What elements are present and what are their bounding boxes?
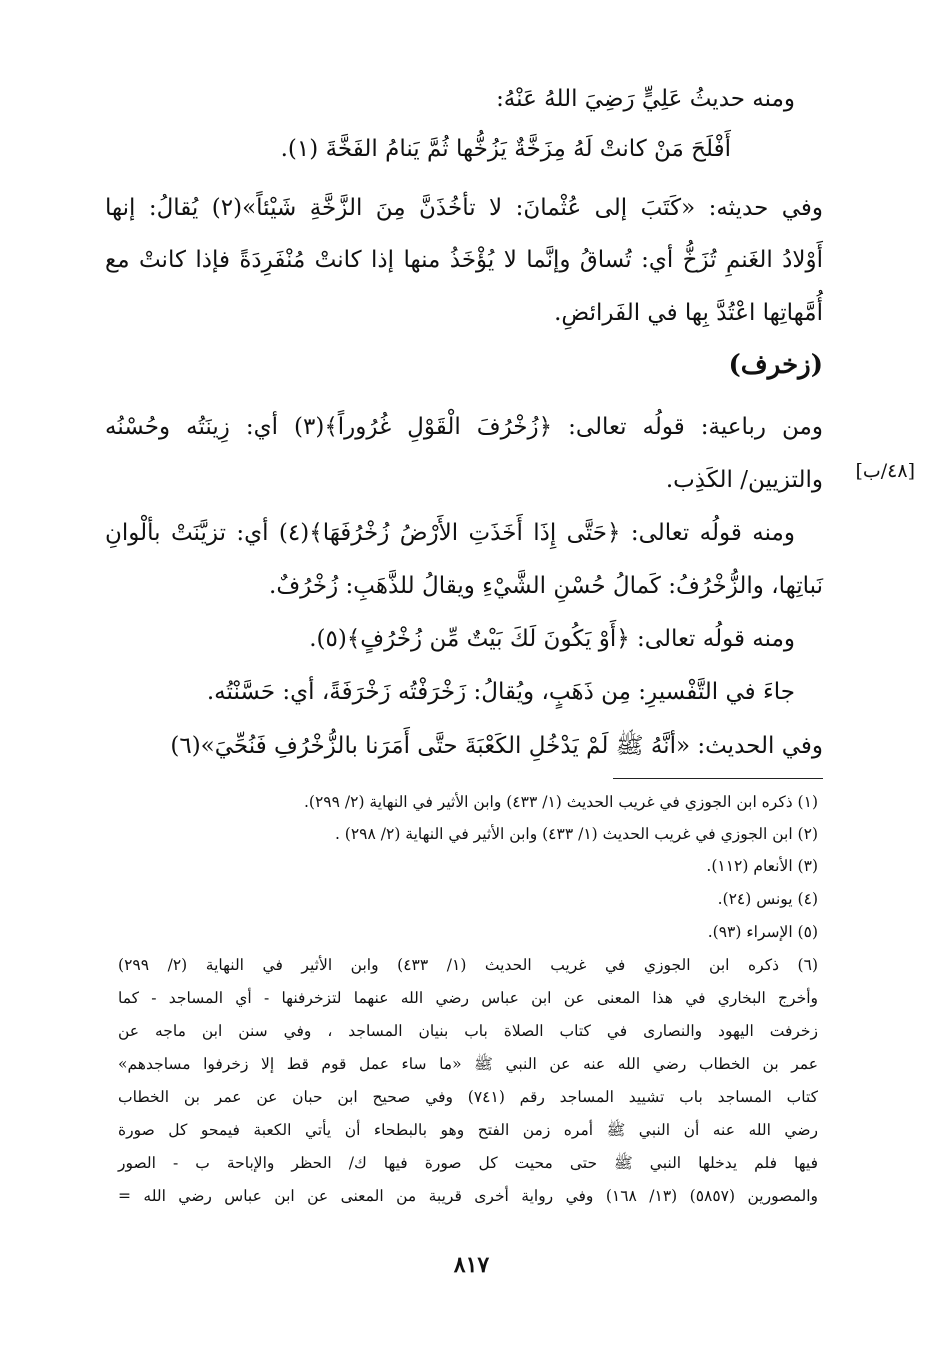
footnote: والمصورين (٥٨٥٧) (١٣/ ١٦٨) وفي رواية أخرى قريبة من المعنى عن ابن عباس رضي الله = — [118, 1187, 818, 1205]
poetry-verse: أَفْلَحَ مَنْ كانتْ لَهُ مِزَخَّةٌ يَزُخُّها ثُمَّ يَنامُ الفَخَّةَ (١). — [280, 136, 731, 162]
body-line: وفي الحديث: «أنَّهُ ﷺ لَمْ يَدْخُلِ الكَعْبَةَ حتَّى أَمَرَنا بالزُّخْرُفِ فَنُحِّيَ»(٦) — [170, 733, 823, 759]
body-line: والتزيين/ الكَذِب. — [665, 467, 823, 493]
footnote: (٥) الإسراء (٩٣). — [707, 923, 818, 941]
body-line: ومنه قولُه تعالى: ﴿حَتَّى إِذَا أَخَذَتِ الأَرْضُ زُخْرُفَهَا﴾(٤) أي: تزيَّنَتْ بألْوانِ — [105, 520, 795, 546]
footnote: (٣) الأنعام (١١٢). — [706, 857, 818, 875]
body-line: ومنه حديثُ عَلِيٍّ رَضِيَ اللهُ عَنْهُ: — [496, 86, 795, 112]
body-line: أُمَّهاتِها اعْتُدَّ بِها في الفَرائضِ. — [554, 300, 823, 326]
footnote: عمر بن الخطاب رضي الله عنه عن النبي ﷺ «ما ساء عمل قوم قط إلا زخرفوا مساجدهم» — [118, 1055, 818, 1073]
footnote: (١) ذكره ابن الجوزي في غريب الحديث (١/ ٤٣٣) وابن الأثير في النهاية (٢/ ٢٩٩). — [303, 793, 818, 811]
section-heading: (زخرف) — [728, 350, 823, 380]
footnote: وأخرج البخاري في هذا المعنى عن ابن عباس رضي الله عنهما لتزخرفنها - أي المساجد - كما — [118, 989, 818, 1007]
body-line: نَباتِها، والزُّخْرُفُ: كَمالُ حُسْنِ الشَّيْءِ ويقالُ للذَّهَبِ: زُخْرُفٌ. — [269, 573, 823, 599]
footnote: (٤) يونس (٢٤). — [717, 890, 818, 908]
page-number: ٨١٧ — [453, 1252, 490, 1278]
footnote: (٦) ذكره ابن الجوزي في غريب الحديث (١/ ٤٣٣) وابن الأثير في النهاية (٢/ ٢٩٩) — [118, 956, 818, 974]
body-line: أَوْلادُ الغَنمِ تُزَخُّ أي: تُساقُ وإنَّما لا يُؤْخَذُ منها إذا كانتْ مُنْفَرِدَةً فإذا كانتْ مع — [105, 247, 823, 273]
footnote: كتاب المساجد باب تشييد المساجد رقم (٧٤١) وفي صحيح ابن حبان عن عمر بن الخطاب — [118, 1088, 818, 1106]
manuscript-folio-note: [٤٨/ب] — [855, 460, 915, 482]
footnote: (٢) ابن الجوزي في غريب الحديث (١/ ٤٣٣) وابن الأثير في النهاية (٢/ ٢٩٨) . — [334, 825, 818, 843]
footnote: رضي الله عنه أن النبي ﷺ أمره زمن الفتح وهو بالبطحاء أن يأتي الكعبة فيمحو كل صورة — [118, 1121, 818, 1139]
body-line: ومن رباعية: قولُه تعالى: ﴿زُخْرُفَ الْقَوْلِ غُرُوراً﴾(٣) أي: زِينَتُه وحُسْنُه — [105, 414, 823, 440]
body-line: ومنه قولُه تعالى: ﴿أَوْ يَكُونَ لَكَ بَيْتٌ مِّن زُخْرُفٍ﴾(٥). — [309, 626, 795, 652]
footnote: فيها فلم يدخلها النبي ﷺ حتى محيت كل صورة فيها ك/ الحظر والإباحة ب - الصور — [118, 1154, 818, 1172]
footnote: زخرفت اليهود والنصارى في كتاب الصلاة باب بنيان المساجد ، وفي سنن ابن ماجه عن — [118, 1022, 818, 1040]
footnote-separator — [613, 778, 823, 779]
body-line: وفي حديثه: «كَتَبَ إلى عُثْمانَ: لا تأخُذَنَّ مِنَ الزَّخَّةِ شَيْئاً»(٢) يُقالُ: إنها — [105, 195, 824, 221]
body-line: جاءَ في التَّفْسيرِ: مِن ذَهَبٍ، ويُقالُ: زَخْرَفْتُه زَخْرَفَةً، أي: حَسَّنْتُه. — [206, 679, 795, 705]
